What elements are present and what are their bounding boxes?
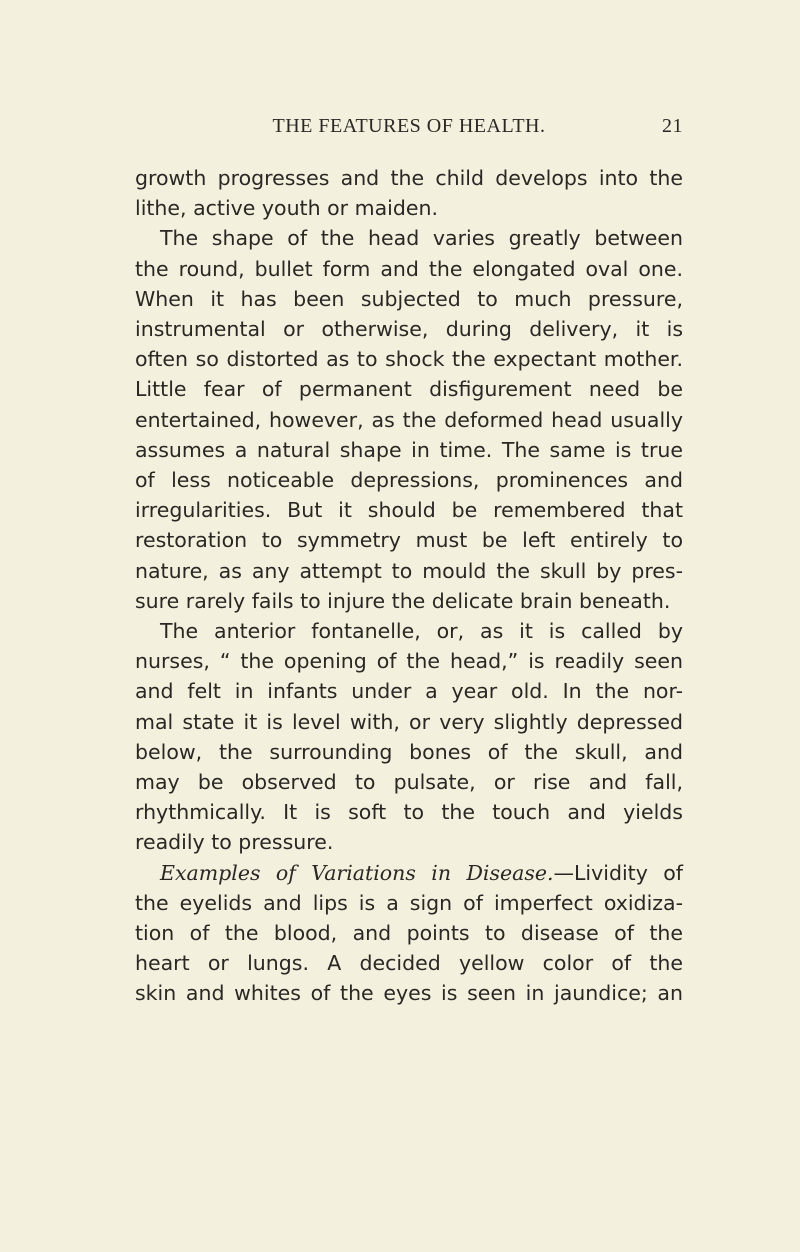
paragraph — [135, 616, 683, 858]
chapter-title: THE FEATURES OF HEALTH. — [272, 115, 546, 137]
paragraph — [135, 163, 683, 223]
text-line: readily to pressure. — [135, 830, 334, 855]
text-line: may be observed to pulsate, or rise and fall, — [135, 770, 683, 795]
body-text — [135, 163, 683, 1009]
text-line: below, the surrounding bones of the skull, and — [135, 739, 683, 764]
text-line: When it has been subjected to much pressure, — [135, 286, 683, 311]
text-line: irregularities. But it should be remembered that — [135, 498, 683, 523]
text-line: the round, bullet form and the elongated oval one. — [135, 256, 683, 281]
running-head — [135, 115, 683, 139]
text-line: instrumental or otherwise, during delivery, it is — [135, 317, 683, 342]
text-line: nature, as any attempt to mould the skull by pres- — [135, 558, 683, 583]
text-line: The shape of the head varies greatly between — [160, 226, 683, 251]
text-line: of less noticeable depressions, prominences and — [135, 468, 683, 493]
text-line: lithe, active youth or maiden. — [135, 196, 438, 221]
text-line: mal state it is level with, or very slightly depressed — [135, 709, 683, 734]
text-line: sure rarely fails to injure the delicate brain beneath. — [135, 588, 671, 613]
text-line: the eyelids and lips is a sign of imperfect oxidiza- — [135, 890, 683, 915]
text-line: heart or lungs. A decided yellow color of the — [135, 951, 683, 976]
text-line: and felt in infants under a year old. In the nor- — [135, 679, 683, 704]
text-line — [135, 858, 683, 888]
subheading-continuation: —Lividity of — [553, 860, 683, 885]
section-subheading: Examples of Variations in Disease. — [160, 860, 554, 885]
text-line: often so distorted as to shock the expectant mother. — [135, 347, 683, 372]
text-line: entertained, however, as the deformed head usually — [135, 407, 683, 432]
text-line: growth progresses and the child develops into the — [135, 166, 683, 190]
text-line: skin and whites of the eyes is seen in jaundice; an — [135, 981, 683, 1006]
text-line: assumes a natural shape in time. The same is true — [135, 437, 683, 462]
text-line: nurses, “ the opening of the head,” is readily seen — [135, 649, 683, 674]
text-line: tion of the blood, and points to disease of the — [135, 921, 683, 946]
text-line: The anterior fontanelle, or, as it is called by — [160, 619, 683, 644]
text-line: restoration to symmetry must be left entirely to — [135, 528, 683, 553]
text-line: rhythmically. It is soft to the touch and yields — [135, 800, 683, 825]
text-line: Little fear of permanent disfigurement need be — [135, 377, 683, 402]
page-number: 21 — [662, 115, 683, 137]
paragraph — [135, 858, 683, 1009]
paragraph — [135, 223, 683, 616]
